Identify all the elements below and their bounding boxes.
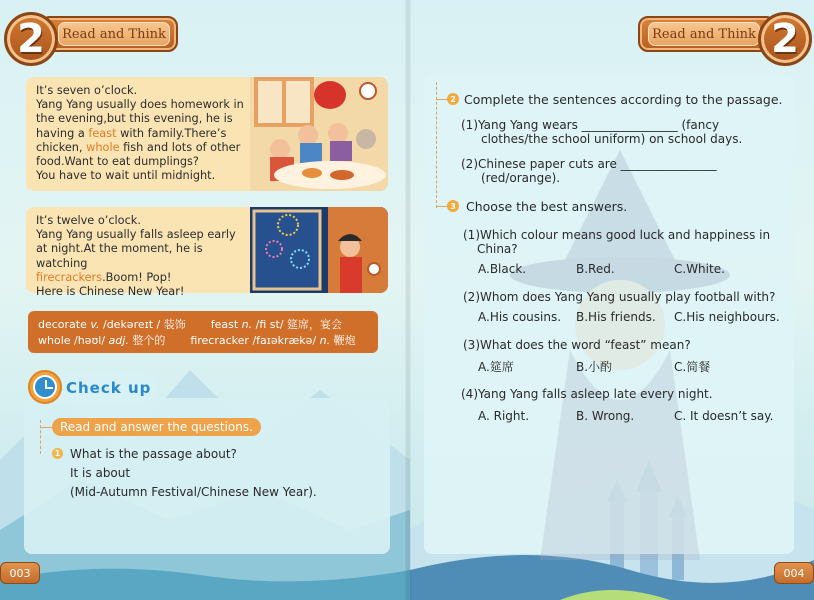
section-number-2: 2 <box>447 93 459 105</box>
choice-question-2: (2)Whom does Yang Yang usually play football with? <box>463 290 776 304</box>
option-a: A.筵席 <box>478 360 514 374</box>
answer-line: It is about <box>70 466 131 480</box>
option-b: B.Red. <box>576 262 615 276</box>
passage-line: Yang Yang usually falls asleep early <box>36 228 236 242</box>
option-a: A.Black. <box>478 262 527 276</box>
page-number-left: 003 <box>0 562 40 584</box>
complete-q2-line2: (red/orange). <box>481 171 561 185</box>
option-c: C. It doesn’t say. <box>674 409 774 423</box>
check-question-1: What is the passage about? <box>70 447 237 461</box>
passage-line: firecrackers.Boom! Pop! <box>36 270 172 284</box>
passage-line: Yang Yang usually does homework in <box>36 98 244 112</box>
check-up-title: Check up <box>66 379 152 397</box>
page-spine <box>405 0 411 600</box>
read-and-think-tab-right <box>638 16 776 52</box>
option-a: A. Right. <box>478 409 530 423</box>
tab-label: Read and Think <box>648 22 760 46</box>
read-and-think-tab-left <box>40 16 178 52</box>
page-number-right: 004 <box>774 562 814 584</box>
passage-line: the evening,but this evening, he is <box>36 112 233 126</box>
option-b: B.His friends. <box>576 310 656 324</box>
family-dinner-illustration <box>250 77 388 191</box>
passage-line: It’s seven o’clock. <box>36 84 138 97</box>
option-c: C.His neighbours. <box>674 310 780 324</box>
answer-choices: (Mid-Autumn Festival/Chinese New Year). <box>70 485 317 499</box>
vocab-row-1: decorate v. /dekəreɪt / 装饰 feast n. /fi st/ 筵席，宴会 <box>38 318 343 331</box>
task-instruction: Read and answer the questions. <box>52 418 261 436</box>
passage-line: food.Want to eat dumplings? <box>36 155 199 169</box>
passage-line: Here is Chinese New Year! <box>36 285 185 299</box>
choice-question-3: (3)What does the word “feast” mean? <box>463 338 691 352</box>
clock-icon <box>28 370 62 404</box>
passage-line: having a feast with family.There’s <box>36 126 227 140</box>
passage-line: It’s twelve o’clock. <box>36 214 141 227</box>
choice-question-1-cont: China? <box>477 242 518 256</box>
complete-q1-line2: clothes/the school uniform) on school days. <box>481 132 743 146</box>
dash-connector <box>436 82 437 208</box>
passage-twelve-oclock <box>26 207 250 299</box>
unit-number-badge-left: 2 <box>4 12 58 66</box>
tab-label: Read and Think <box>58 22 170 46</box>
option-a: A.His cousins. <box>478 310 562 324</box>
passage-line: at night.At the moment, he is watching <box>36 242 203 270</box>
dash-connector <box>40 420 41 454</box>
section-3-title: Choose the best answers. <box>466 199 628 214</box>
passage-line: You have to wait until midnight. <box>36 169 216 183</box>
keyword-firecrackers: firecrackers <box>36 270 103 284</box>
section-number-3: 3 <box>447 200 459 212</box>
option-b: B.小酌 <box>576 360 613 374</box>
vocabulary-box <box>28 311 378 353</box>
keyword-feast: feast <box>88 126 117 140</box>
fireworks-illustration <box>250 207 388 293</box>
vocab-row-2: whole /həʊl/ adj. 整个的 firecracker /faɪəkrækə/ n. 鞭炮 <box>38 334 356 347</box>
option-b: B. Wrong. <box>576 409 635 423</box>
complete-q1-line1: (1)Yang Yang wears ________________ (fancy <box>461 118 720 132</box>
passage-seven-oclock <box>26 77 250 191</box>
keyword-whole: whole <box>86 140 120 154</box>
unit-number-badge-right: 2 <box>758 12 812 66</box>
option-c: C.简餐 <box>674 360 711 374</box>
complete-q2-line1: (2)Chinese paper cuts are ________________ <box>461 157 717 171</box>
section-2-title: Complete the sentences according to the passage. <box>464 92 783 107</box>
passage-line: chicken, whole fish and lots of other <box>36 140 241 154</box>
choice-question-1: (1)Which colour means good luck and happiness in <box>463 228 771 242</box>
question-number-1: 1 <box>52 448 63 459</box>
option-c: C.White. <box>674 262 725 276</box>
choice-question-4: (4)Yang Yang falls asleep late every night. <box>461 387 713 401</box>
